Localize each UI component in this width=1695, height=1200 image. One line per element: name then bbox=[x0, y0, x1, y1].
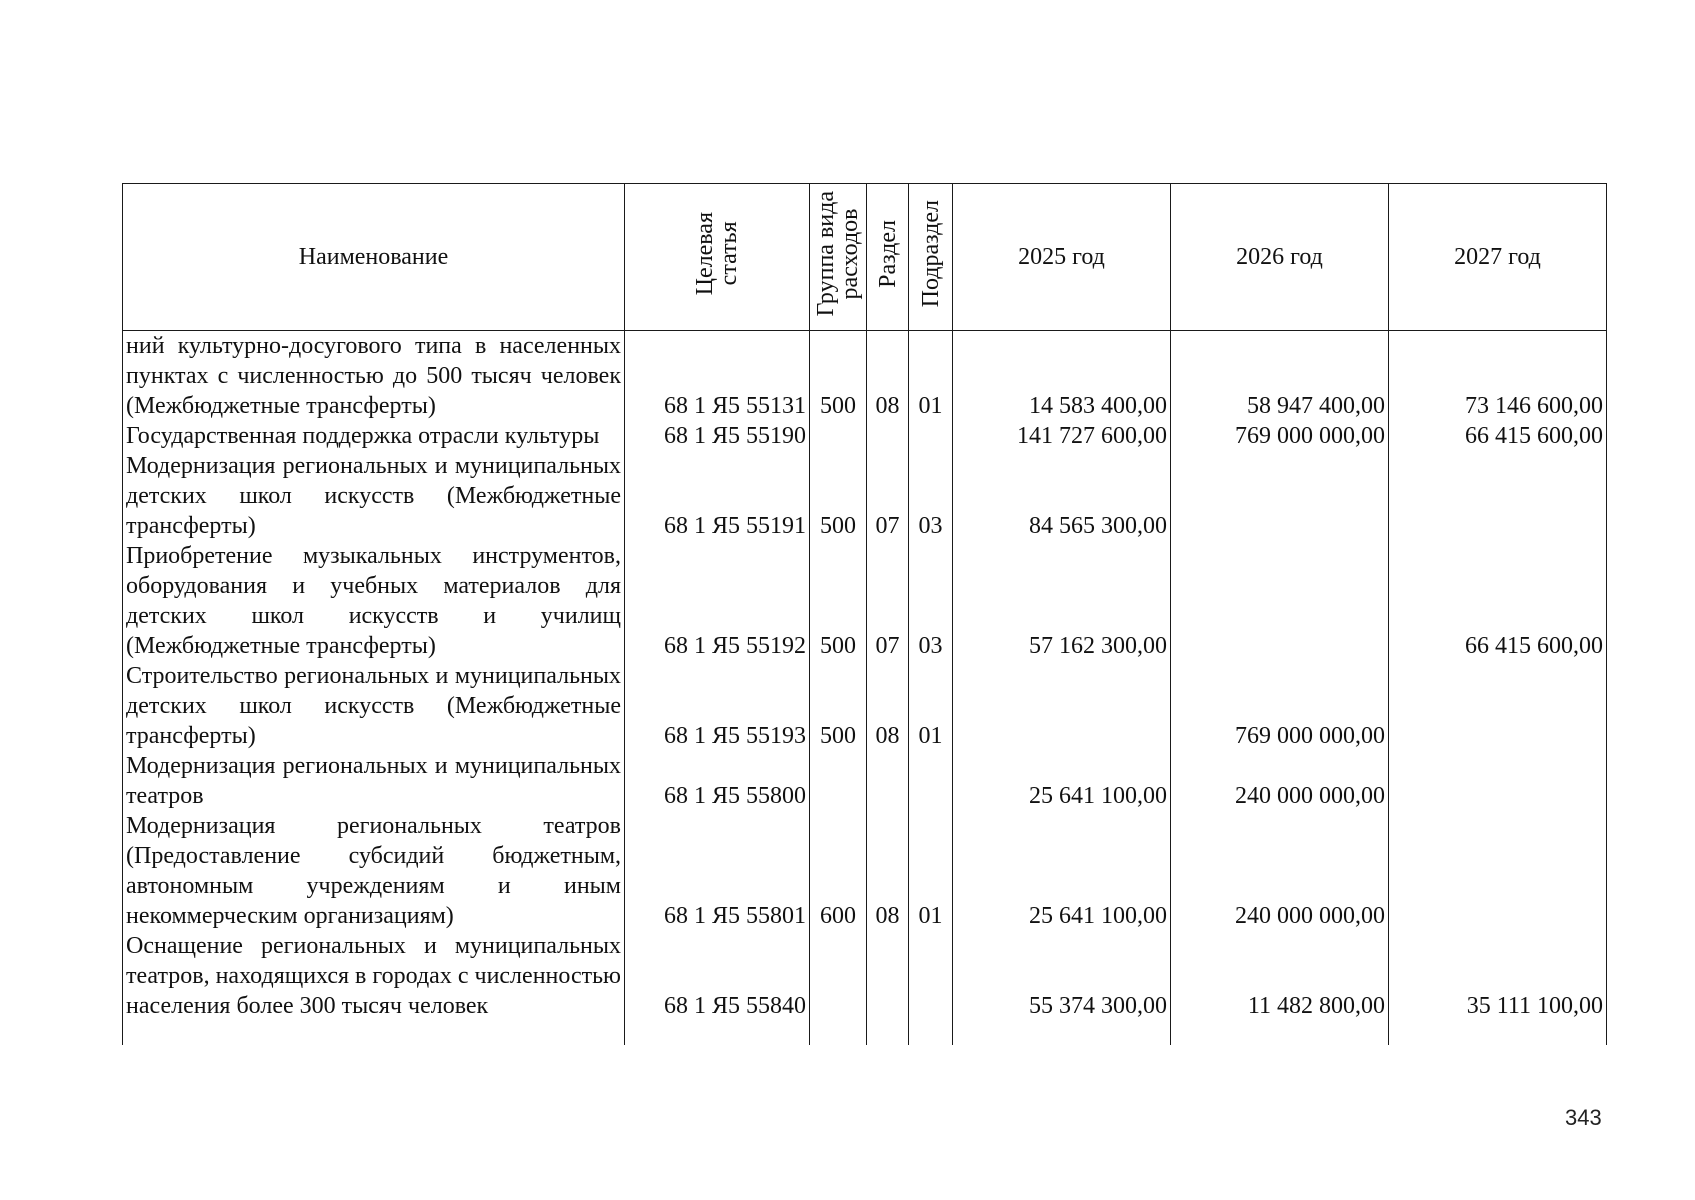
row-target-article: 68 1 Я5 55191 bbox=[625, 451, 810, 541]
row-amount-2026 bbox=[1171, 451, 1389, 541]
row-section: 08 bbox=[867, 331, 909, 422]
header-target-line1: Целевая bbox=[692, 211, 718, 296]
header-group-line2: расходов bbox=[837, 208, 863, 299]
row-amount-2025 bbox=[953, 661, 1171, 751]
header-subsection bbox=[909, 184, 953, 331]
row-amount-2026: 769 000 000,00 bbox=[1171, 421, 1389, 451]
row-amount-2027: 35 111 100,00 bbox=[1389, 931, 1607, 1021]
header-2026: 2026 год bbox=[1171, 184, 1389, 331]
header-group-line1: Группа вида bbox=[813, 190, 839, 317]
header-target-article bbox=[625, 184, 810, 331]
row-amount-2027 bbox=[1389, 811, 1607, 931]
table-row bbox=[123, 331, 1607, 422]
row-name: Приобретение музыкальных инструментов, оборудования и учебных материалов для детских школ искусств и училищ (Межбюджетные трансферты) bbox=[123, 541, 625, 661]
page-number: 343 bbox=[1565, 1105, 1602, 1130]
row-section bbox=[867, 931, 909, 1021]
row-amount-2027: 66 415 600,00 bbox=[1389, 541, 1607, 661]
row-name: Строительство региональных и муниципальных детских школ искусств (Межбюджетные трансферты) bbox=[123, 661, 625, 751]
table-row bbox=[123, 421, 1607, 451]
header-subsection-label: Подраздел bbox=[917, 199, 944, 308]
row-target-article: 68 1 Я5 55190 bbox=[625, 421, 810, 451]
header-2027: 2027 год bbox=[1389, 184, 1607, 331]
row-amount-2027: 66 415 600,00 bbox=[1389, 421, 1607, 451]
row-amount-2026: 240 000 000,00 bbox=[1171, 811, 1389, 931]
row-amount-2027 bbox=[1389, 661, 1607, 751]
row-expense-group: 500 bbox=[810, 331, 867, 422]
table-row bbox=[123, 451, 1607, 541]
row-target-article: 68 1 Я5 55801 bbox=[625, 811, 810, 931]
table-row bbox=[123, 661, 1607, 751]
table-row bbox=[123, 541, 1607, 661]
row-name: Модернизация региональных и муниципальных детских школ искусств (Межбюджетные трансферты) bbox=[123, 451, 625, 541]
row-section: 07 bbox=[867, 451, 909, 541]
row-section: 08 bbox=[867, 661, 909, 751]
row-amount-2025: 14 583 400,00 bbox=[953, 331, 1171, 422]
row-expense-group: 500 bbox=[810, 451, 867, 541]
row-section: 08 bbox=[867, 811, 909, 931]
header-2025: 2025 год bbox=[953, 184, 1171, 331]
row-amount-2027 bbox=[1389, 751, 1607, 811]
row-expense-group: 500 bbox=[810, 661, 867, 751]
row-subsection: 03 bbox=[909, 451, 953, 541]
row-section bbox=[867, 751, 909, 811]
row-subsection: 01 bbox=[909, 331, 953, 422]
row-target-article: 68 1 Я5 55800 bbox=[625, 751, 810, 811]
table-row bbox=[123, 931, 1607, 1021]
row-amount-2026: 769 000 000,00 bbox=[1171, 661, 1389, 751]
row-amount-2025: 84 565 300,00 bbox=[953, 451, 1171, 541]
header-section bbox=[867, 184, 909, 331]
row-expense-group: 500 bbox=[810, 541, 867, 661]
row-expense-group bbox=[810, 421, 867, 451]
row-name: Модернизация региональных и муниципальных театров bbox=[123, 751, 625, 811]
row-amount-2027: 73 146 600,00 bbox=[1389, 331, 1607, 422]
row-amount-2025: 57 162 300,00 bbox=[953, 541, 1171, 661]
row-name: Государственная поддержка отрасли культуры bbox=[123, 421, 625, 451]
header-target-line2: статья bbox=[716, 221, 742, 286]
table-row bbox=[123, 811, 1607, 931]
row-name: Оснащение региональных и муниципальных театров, находящихся в городах с численностью населения более 300 тысяч человек bbox=[123, 931, 625, 1021]
header-expense-group bbox=[810, 184, 867, 331]
row-amount-2026: 240 000 000,00 bbox=[1171, 751, 1389, 811]
row-subsection: 01 bbox=[909, 661, 953, 751]
row-expense-group: 600 bbox=[810, 811, 867, 931]
row-subsection bbox=[909, 751, 953, 811]
row-subsection bbox=[909, 931, 953, 1021]
row-target-article: 68 1 Я5 55131 bbox=[625, 331, 810, 422]
row-target-article: 68 1 Я5 55192 bbox=[625, 541, 810, 661]
row-name: Модернизация региональных театров (Предоставление субсидий бюджетным, автономным учреждениям и иным некоммерческим организациям) bbox=[123, 811, 625, 931]
header-name: Наименование bbox=[123, 184, 625, 331]
budget-table bbox=[122, 183, 1607, 1045]
row-amount-2025: 141 727 600,00 bbox=[953, 421, 1171, 451]
table-bottom-spacer bbox=[123, 1021, 1607, 1045]
row-subsection bbox=[909, 421, 953, 451]
row-subsection: 03 bbox=[909, 541, 953, 661]
row-expense-group bbox=[810, 931, 867, 1021]
row-section bbox=[867, 421, 909, 451]
row-target-article: 68 1 Я5 55840 bbox=[625, 931, 810, 1021]
row-amount-2025: 55 374 300,00 bbox=[953, 931, 1171, 1021]
row-amount-2026 bbox=[1171, 541, 1389, 661]
row-amount-2026: 58 947 400,00 bbox=[1171, 331, 1389, 422]
row-amount-2027 bbox=[1389, 451, 1607, 541]
header-section-label: Раздел bbox=[874, 219, 901, 288]
row-amount-2025: 25 641 100,00 bbox=[953, 751, 1171, 811]
row-amount-2026: 11 482 800,00 bbox=[1171, 931, 1389, 1021]
header-row bbox=[123, 184, 1607, 331]
row-amount-2025: 25 641 100,00 bbox=[953, 811, 1171, 931]
row-expense-group bbox=[810, 751, 867, 811]
table-row bbox=[123, 751, 1607, 811]
row-subsection: 01 bbox=[909, 811, 953, 931]
row-section: 07 bbox=[867, 541, 909, 661]
row-name: ний культурно-досугового типа в населенных пунктах с численностью до 500 тысяч человек (Межбюджетные трансферты) bbox=[123, 331, 625, 422]
row-target-article: 68 1 Я5 55193 bbox=[625, 661, 810, 751]
